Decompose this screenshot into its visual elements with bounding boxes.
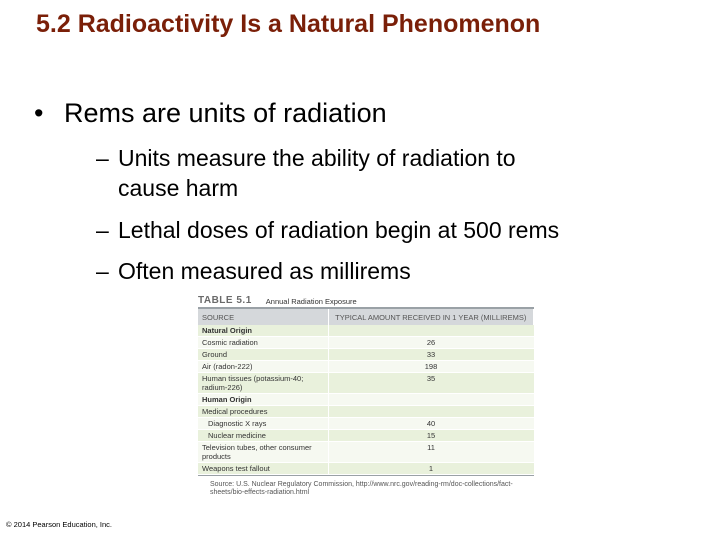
table-row: [198, 337, 534, 349]
table-row: [198, 349, 534, 361]
radiation-exposure-table: [198, 292, 534, 497]
table-row: [198, 442, 534, 463]
sub-bullet-text: Often measured as millirems: [118, 258, 411, 284]
table-cell-amount: 40: [328, 418, 534, 430]
table-number: TABLE 5.1: [198, 295, 252, 306]
exposure-table: [198, 309, 534, 475]
table-caption: Annual Radiation Exposure: [265, 297, 357, 306]
table-cell-amount: 1: [328, 463, 534, 475]
column-header-source: SOURCE: [198, 309, 328, 325]
table-cell-source: Ground: [198, 349, 328, 361]
table-row: [198, 406, 534, 418]
table-source-note: Source: U.S. Nuclear Regulatory Commission, http://www.nrc.gov/reading-rm/doc-collections/fact-sheets/bio-effects-radiation.html: [210, 481, 513, 496]
slide-title: 5.2 Radioactivity Is a Natural Phenomenon: [36, 10, 541, 38]
table-row: [198, 325, 534, 337]
table-row: [198, 418, 534, 430]
table-cell-source: Human Origin: [198, 394, 328, 406]
table-cell-source: Nuclear medicine: [198, 430, 328, 442]
sub-bullet-text-continued: cause harm: [118, 175, 239, 201]
table-cell-source: Cosmic radiation: [198, 337, 328, 349]
table-cell-source: Human tissues (potassium-40; radium-226): [198, 373, 328, 394]
table-cell-amount: 15: [328, 430, 534, 442]
table-row: [198, 463, 534, 475]
column-header-amount: TYPICAL AMOUNT RECEIVED IN 1 YEAR (MILLIREMS): [328, 309, 534, 325]
table-cell-source: Television tubes, other consumer products: [198, 442, 328, 463]
main-bullet: [34, 98, 387, 129]
sub-bullet-text: Lethal doses of radiation begin at 500 rems: [118, 217, 560, 243]
table-header-bar: [198, 292, 534, 306]
table-cell-amount: [328, 394, 534, 406]
table-cell-source: Air (radon-222): [198, 361, 328, 373]
table-cell-source: Diagnostic X rays: [198, 418, 328, 430]
bullet-dot: •: [34, 98, 44, 128]
table-cell-amount: [328, 406, 534, 418]
table-cell-amount: [328, 325, 534, 337]
bullet-dash: –: [96, 258, 109, 284]
table-cell-amount: 11: [328, 442, 534, 463]
copyright-notice: © 2014 Pearson Education, Inc.: [6, 520, 113, 529]
table-cell-amount: 33: [328, 349, 534, 361]
table-bottom-rule: [198, 475, 534, 476]
table-cell-amount: 35: [328, 373, 534, 394]
sub-bullet-1: [96, 143, 616, 203]
table-row: [198, 361, 534, 373]
table-cell-source: Weapons test fallout: [198, 463, 328, 475]
table-row: [198, 373, 534, 394]
table-cell-source: Natural Origin: [198, 325, 328, 337]
table-row: [198, 430, 534, 442]
table-row: [198, 394, 534, 406]
table-cell-amount: 198: [328, 361, 534, 373]
sub-bullet-3: [96, 256, 411, 286]
bullet-dash: –: [96, 145, 109, 171]
bullet-dash: –: [96, 217, 109, 243]
main-bullet-text: Rems are units of radiation: [64, 98, 387, 128]
sub-bullet-text: Units measure the ability of radiation to: [118, 145, 516, 171]
table-cell-source: Medical procedures: [198, 406, 328, 418]
sub-bullet-2: [96, 215, 559, 245]
table-cell-amount: 26: [328, 337, 534, 349]
